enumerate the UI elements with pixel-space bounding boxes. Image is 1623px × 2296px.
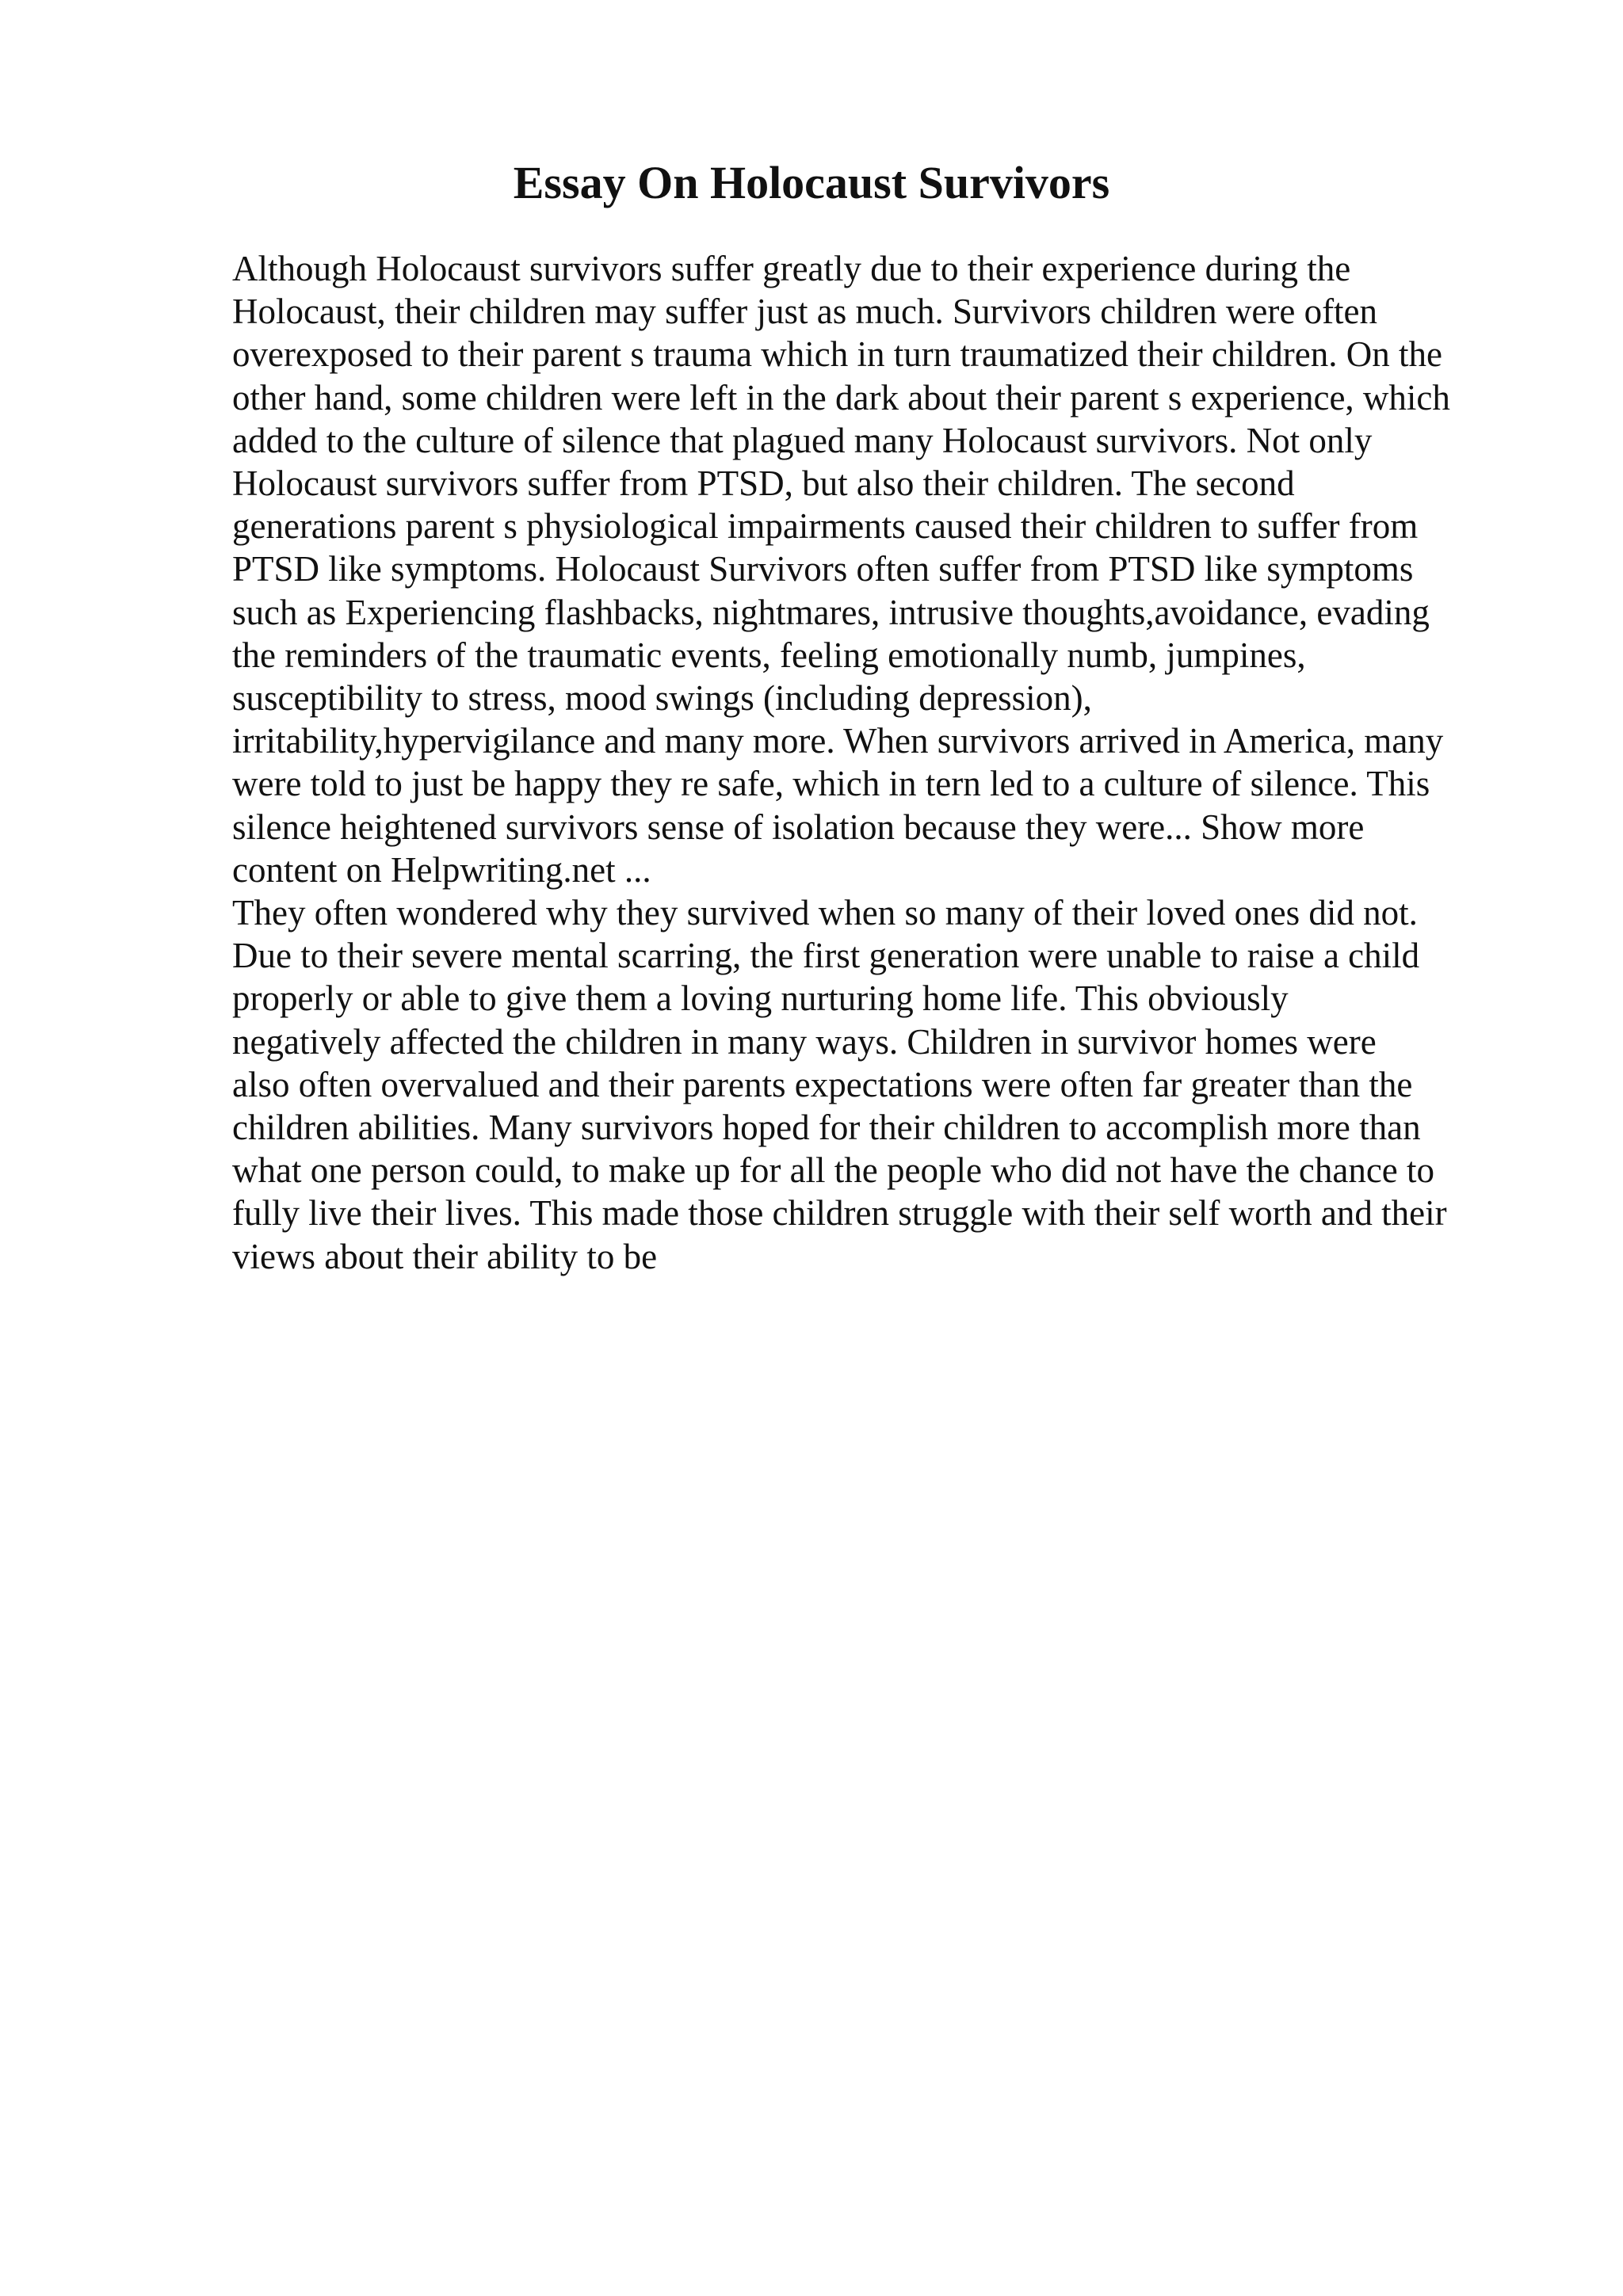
essay-line: irritability,hypervigilance and many more. When survivors arrived in America, many	[232, 721, 1444, 761]
essay-line: what one person could, to make up for all the people who did not have the chance to	[232, 1150, 1435, 1191]
essay-line: PTSD like symptoms. Holocaust Survivors often suffer from PTSD like symptoms	[232, 549, 1414, 589]
essay-line: Holocaust, their children may suffer just as much. Survivors children were often	[232, 292, 1378, 332]
essay-line: susceptibility to stress, mood swings (including depression),	[232, 678, 1092, 719]
essay-line: negatively affected the children in many ways. Children in survivor homes were	[232, 1021, 1377, 1062]
essay-line: properly or able to give them a loving nurturing home life. This obviously	[232, 978, 1289, 1019]
document-title: Essay On Holocaust Survivors	[513, 157, 1110, 208]
essay-line: They often wondered why they survived when so many of their loved ones did not.	[232, 893, 1418, 933]
essay-line: children abilities. Many survivors hoped for their children to accomplish more than	[232, 1108, 1421, 1148]
essay-line: Due to their severe mental scarring, the first generation were unable to raise a child	[232, 936, 1420, 976]
essay-line: added to the culture of silence that plagued many Holocaust survivors. Not only	[232, 420, 1373, 460]
essay-line: fully live their lives. This made those children struggle with their self worth and their	[232, 1193, 1447, 1234]
essay-line: such as Experiencing flashbacks, nightmares, intrusive thoughts,avoidance, evading	[232, 592, 1430, 632]
essay-line: also often overvalued and their parents expectations were often far greater than the	[232, 1064, 1413, 1104]
essay-line: other hand, some children were left in the dark about their parent s experience, which	[232, 377, 1450, 418]
essay-line: were told to just be happy they re safe, which in tern led to a culture of silence. This	[232, 764, 1430, 804]
essay-line: Although Holocaust survivors suffer greatly due to their experience during the	[232, 249, 1351, 288]
essay-line: Holocaust survivors suffer from PTSD, but also their children. The second	[232, 463, 1295, 504]
essay-line: the reminders of the traumatic events, feeling emotionally numb, jumpines,	[232, 635, 1306, 675]
essay-line: silence heightened survivors sense of isolation because they were... Show more	[232, 807, 1365, 847]
essay-line: content on Helpwriting.net ...	[232, 849, 651, 890]
essay-body	[232, 247, 1516, 1278]
essay-line: overexposed to their parent s trauma which in turn traumatized their children. On the	[232, 334, 1442, 375]
essay-line: views about their ability to be	[232, 1236, 658, 1276]
essay-line: generations parent s physiological impairments caused their children to suffer from	[232, 506, 1419, 547]
